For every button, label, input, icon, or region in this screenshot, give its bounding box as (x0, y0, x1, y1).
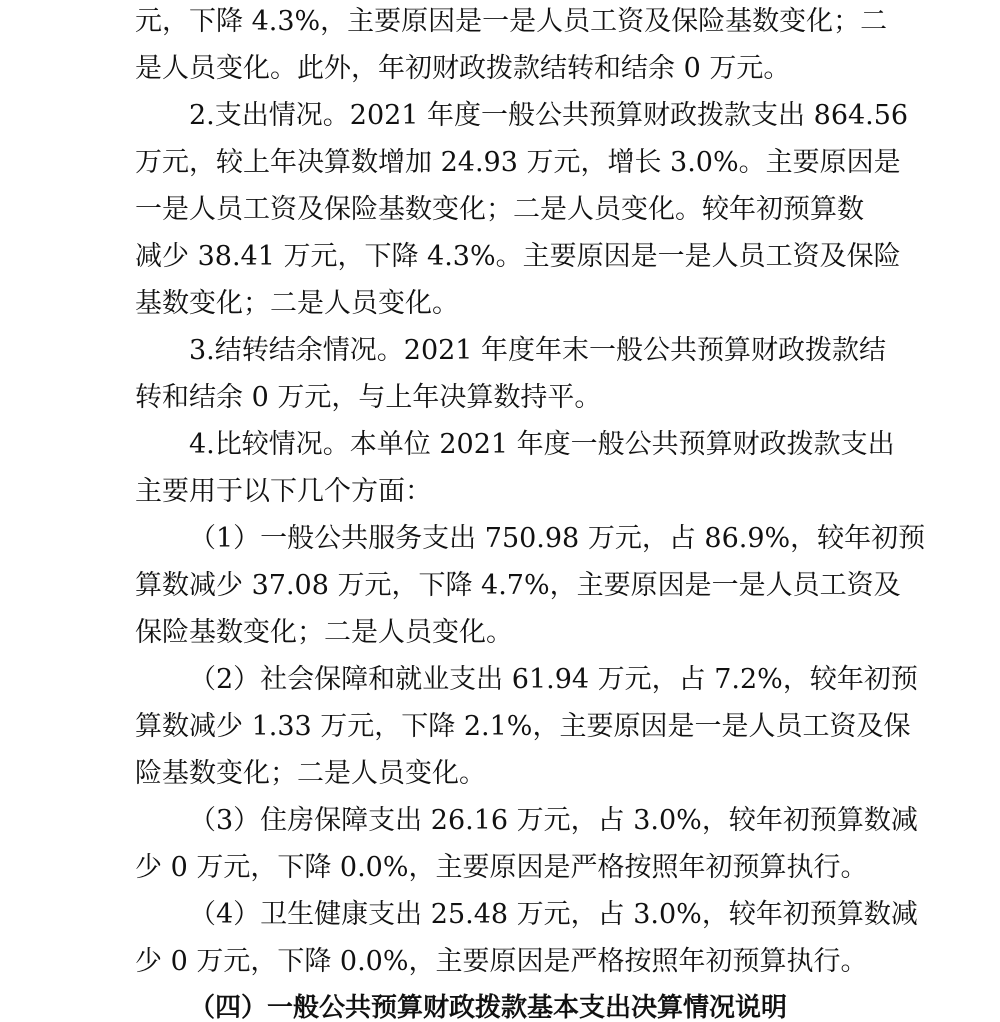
text-line: 万元，较上年决算数增加 24.93 万元，增长 3.0%。主要原因是 (135, 147, 901, 178)
text-line: 3.结转结余情况。2021 年度年末一般公共预算财政拨款结 (189, 335, 887, 366)
text-line: 算数减少 37.08 万元，下降 4.7%，主要原因是一是人员工资及 (135, 570, 901, 601)
text-line: 险基数变化；二是人员变化。 (135, 758, 486, 789)
text-line: 保险基数变化；二是人员变化。 (135, 617, 513, 648)
text-line: 算数减少 1.33 万元，下降 2.1%，主要原因是一是人员工资及保 (135, 711, 911, 742)
text-line: 少 0 万元，下降 0.0%，主要原因是严格按照年初预算执行。 (135, 946, 868, 977)
text-line: 是人员变化。此外，年初财政拨款结转和结余 0 万元。 (135, 53, 791, 84)
text-line: 转和结余 0 万元，与上年决算数持平。 (135, 382, 602, 413)
text-line: 主要用于以下几个方面： (135, 476, 432, 507)
text-line: （4）卫生健康支出 25.48 万元，占 3.0%，较年初预算数减 (189, 899, 918, 930)
text-line: （3）住房保障支出 26.16 万元，占 3.0%，较年初预算数减 (189, 805, 918, 836)
text-line: 基数变化；二是人员变化。 (135, 288, 459, 319)
text-line: （1）一般公共服务支出 750.98 万元，占 86.9%，较年初预 (189, 523, 926, 554)
section-heading: （四）一般公共预算财政拨款基本支出决算情况说明 (189, 993, 788, 1022)
text-line: 少 0 万元，下降 0.0%，主要原因是严格按照年初预算执行。 (135, 852, 868, 883)
text-line: 一是人员工资及保险基数变化；二是人员变化。较年初预算数 (135, 194, 864, 225)
text-line: 2.支出情况。2021 年度一般公共预算财政拨款支出 864.56 (189, 100, 909, 131)
text-line: （2）社会保障和就业支出 61.94 万元，占 7.2%，较年初预 (189, 664, 918, 695)
text-line: 4.比较情况。本单位 2021 年度一般公共预算财政拨款支出 (189, 429, 895, 460)
text-line: 减少 38.41 万元，下降 4.3%。主要原因是一是人员工资及保险 (135, 241, 901, 272)
text-line: 元，下降 4.3%，主要原因是一是人员工资及保险基数变化；二 (135, 6, 888, 37)
